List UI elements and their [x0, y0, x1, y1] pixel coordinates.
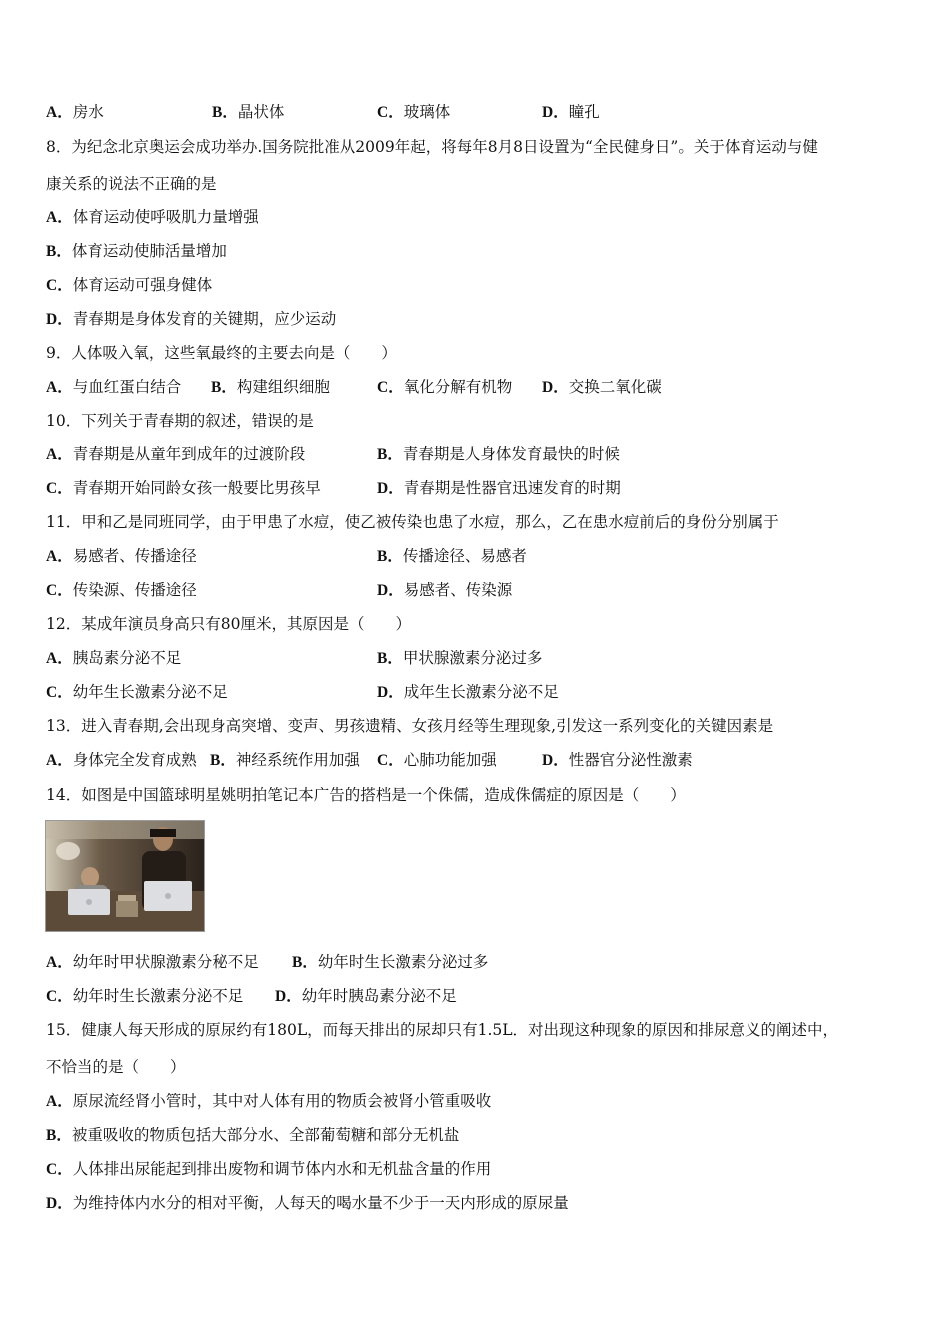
- option-key: A．: [46, 209, 73, 226]
- option-text: 幼年时生长激素分泌不足: [72, 987, 244, 1005]
- q9-option-d: [542, 377, 662, 398]
- option-text: 青春期是人身体发育最快的时候: [402, 445, 620, 463]
- option-text: 甲状腺激素分泌过多: [402, 649, 543, 667]
- q9-option-b: [211, 377, 330, 398]
- option-text: 幼年时甲状腺激素分秘不足: [72, 953, 259, 971]
- q8-option-a: [46, 207, 259, 228]
- option-key: C．: [46, 1161, 73, 1178]
- q12-stem: [46, 614, 411, 634]
- question-stem: 如图是中国篮球明星姚明拍笔记本广告的搭档是一个侏儒，造成侏儒症的原因是（ ）: [81, 786, 686, 804]
- q11-option-c: [46, 580, 197, 601]
- option-text: 胰岛素分泌不足: [72, 649, 182, 667]
- q13-stem: [46, 716, 773, 736]
- q10-option-b: [377, 444, 620, 465]
- q8-stem-line1: [46, 137, 818, 157]
- option-key: B．: [46, 243, 72, 260]
- option-key: A．: [46, 379, 73, 396]
- q11-stem: [46, 512, 779, 532]
- q13-option-b: [210, 750, 360, 771]
- option-key: C．: [46, 988, 73, 1005]
- option-key: B．: [46, 1127, 72, 1144]
- option-text: 体育运动使肺活量增加: [71, 242, 227, 260]
- option-text: 心肺功能加强: [403, 751, 497, 769]
- option-key: C．: [46, 480, 73, 497]
- option-key: B．: [292, 954, 318, 971]
- option-key: A．: [46, 446, 73, 463]
- option-key: C．: [46, 277, 73, 294]
- option-text: 与血红蛋白结合: [72, 378, 182, 396]
- q7-option-a: [46, 102, 104, 123]
- option-text: 传染源、传播途径: [72, 581, 197, 599]
- question-number: 8．: [46, 138, 72, 156]
- question-number: 9．: [46, 344, 72, 362]
- q13-option-d: [542, 750, 693, 771]
- option-key: D．: [542, 379, 569, 396]
- option-text: 神经系统作用加强: [235, 751, 360, 769]
- option-text: 性器官分泌性激素: [568, 751, 693, 769]
- option-text: 幼年时生长激素分泌过多: [317, 953, 489, 971]
- q15-option-a: [46, 1091, 491, 1112]
- option-key: D．: [46, 311, 73, 328]
- option-key: A．: [46, 954, 73, 971]
- option-key: D．: [377, 684, 404, 701]
- q8-option-b: [46, 241, 227, 262]
- q11-option-b: [377, 546, 527, 567]
- option-key: B．: [377, 650, 403, 667]
- option-text: 构建组织细胞: [236, 378, 330, 396]
- q15-option-c: [46, 1159, 491, 1180]
- option-text: 易感者、传播途径: [72, 547, 197, 565]
- option-text: 青春期是性器官迅速发育的时期: [403, 479, 621, 497]
- option-text: 交换二氧化碳: [568, 378, 662, 396]
- option-text: 房水: [72, 103, 104, 121]
- q11-option-d: [377, 580, 512, 601]
- q12-option-a: [46, 648, 181, 669]
- option-text: 易感者、传染源: [403, 581, 513, 599]
- question-stem: 进入青春期,会出现身高突增、变声、男孩遗精、女孩月经等生理现象,引发这一系列变化的关键因素是: [81, 717, 774, 735]
- q8-stem-line2: 康关系的说法不正确的是: [46, 175, 217, 193]
- option-key: B．: [377, 548, 403, 565]
- option-text: 青春期是身体发育的关键期，应少运动: [72, 310, 337, 328]
- option-key: D．: [275, 988, 302, 1005]
- q11-option-a: [46, 546, 197, 567]
- option-key: B．: [210, 752, 236, 769]
- q15-stem-line1: [46, 1020, 838, 1040]
- q14-stem: [46, 785, 686, 805]
- option-key: C．: [46, 582, 73, 599]
- option-text: 为维持体内水分的相对平衡，人每天的喝水量不少于一天内形成的原尿量: [72, 1194, 569, 1212]
- question-stem: 为纪念北京奥运会成功举办.国务院批准从2009年起，将每年8月8日设置为“全民健身日”。关于体育运动与健: [71, 138, 818, 156]
- ad-photo: [45, 820, 205, 932]
- option-text: 被重吸收的物质包括大部分水、全部葡萄糖和部分无机盐: [71, 1126, 460, 1144]
- option-key: C．: [377, 104, 404, 121]
- q15-option-d: [46, 1193, 569, 1214]
- question-stem: 健康人每天形成的原尿约有180L，而每天排出的尿却只有1.5L．对出现这种现象的原因和排尿意义的阐述中，: [81, 1021, 839, 1039]
- question-number: 10．: [46, 412, 82, 430]
- q7-option-c: [377, 102, 450, 123]
- q14-option-c: [46, 986, 243, 1007]
- option-text: 幼年生长激素分泌不足: [72, 683, 228, 701]
- q12-option-b: [377, 648, 542, 669]
- option-text: 原尿流经肾小管时，其中对人体有用的物质会被肾小管重吸收: [72, 1092, 492, 1110]
- question-number: 11．: [46, 513, 82, 531]
- q12-option-d: [377, 682, 559, 703]
- option-key: A．: [46, 548, 73, 565]
- q10-option-d: [377, 478, 621, 499]
- option-key: C．: [377, 379, 404, 396]
- option-text: 成年生长激素分泌不足: [403, 683, 559, 701]
- option-text: 氧化分解有机物: [403, 378, 513, 396]
- option-text: 人体排出尿能起到排出废物和调节体内水和无机盐含量的作用: [72, 1160, 492, 1178]
- q14-option-a: [46, 952, 259, 973]
- option-text: 玻璃体: [403, 103, 451, 121]
- option-key: B．: [211, 379, 237, 396]
- option-key: D．: [377, 582, 404, 599]
- q9-option-c: [377, 377, 512, 398]
- option-text: 青春期开始同龄女孩一般要比男孩早: [72, 479, 321, 497]
- q8-option-c: [46, 275, 212, 296]
- option-key: A．: [46, 650, 73, 667]
- question-stem: 某成年演员身高只有80厘米，其原因是（ ）: [81, 615, 411, 633]
- option-text: 体育运动可强身健体: [72, 276, 213, 294]
- option-key: B．: [377, 446, 403, 463]
- option-text: 晶状体: [237, 103, 285, 121]
- q7-option-d: [542, 102, 600, 123]
- option-text: 青春期是从童年到成年的过渡阶段: [72, 445, 306, 463]
- option-text: 传播途径、易感者: [402, 547, 527, 565]
- question-number: 12．: [46, 615, 82, 633]
- option-text: 幼年时胰岛素分泌不足: [301, 987, 457, 1005]
- q8-option-d: [46, 309, 336, 330]
- question-stem: 甲和乙是同班同学，由于甲患了水痘，使乙被传染也患了水痘，那么，乙在患水痘前后的身份分别属于: [81, 513, 779, 531]
- q9-stem: [46, 343, 397, 363]
- option-text: 体育运动使呼吸肌力量增强: [72, 208, 259, 226]
- q14-option-b: [292, 952, 488, 973]
- option-key: C．: [46, 684, 73, 701]
- q14-option-d: [275, 986, 457, 1007]
- ad-photo-illustration: [46, 821, 204, 931]
- question-stem: 下列关于青春期的叙述，错误的是: [81, 412, 314, 430]
- q15-option-b: [46, 1125, 459, 1146]
- question-number: 15．: [46, 1021, 82, 1039]
- question-number: 13．: [46, 717, 82, 735]
- q15-stem-line2: 不恰当的是（ ）: [46, 1058, 186, 1076]
- q9-option-a: [46, 377, 181, 398]
- option-key: A．: [46, 1093, 73, 1110]
- q10-stem: [46, 411, 314, 431]
- q10-option-a: [46, 444, 305, 465]
- option-key: A．: [46, 752, 73, 769]
- question-number: 14．: [46, 786, 82, 804]
- q13-option-a: [46, 750, 197, 771]
- q13-option-c: [377, 750, 497, 771]
- option-key: D．: [542, 752, 569, 769]
- option-key: D．: [377, 480, 404, 497]
- option-text: 瞳孔: [568, 103, 600, 121]
- question-stem: 人体吸入氧，这些氧最终的主要去向是（ ）: [71, 344, 397, 362]
- option-text: 身体完全发育成熟: [72, 751, 197, 769]
- q10-option-c: [46, 478, 321, 499]
- q7-option-b: [212, 102, 284, 123]
- option-key: B．: [212, 104, 238, 121]
- q12-option-c: [46, 682, 228, 703]
- option-key: A．: [46, 104, 73, 121]
- option-key: C．: [377, 752, 404, 769]
- option-key: D．: [46, 1195, 73, 1212]
- option-key: D．: [542, 104, 569, 121]
